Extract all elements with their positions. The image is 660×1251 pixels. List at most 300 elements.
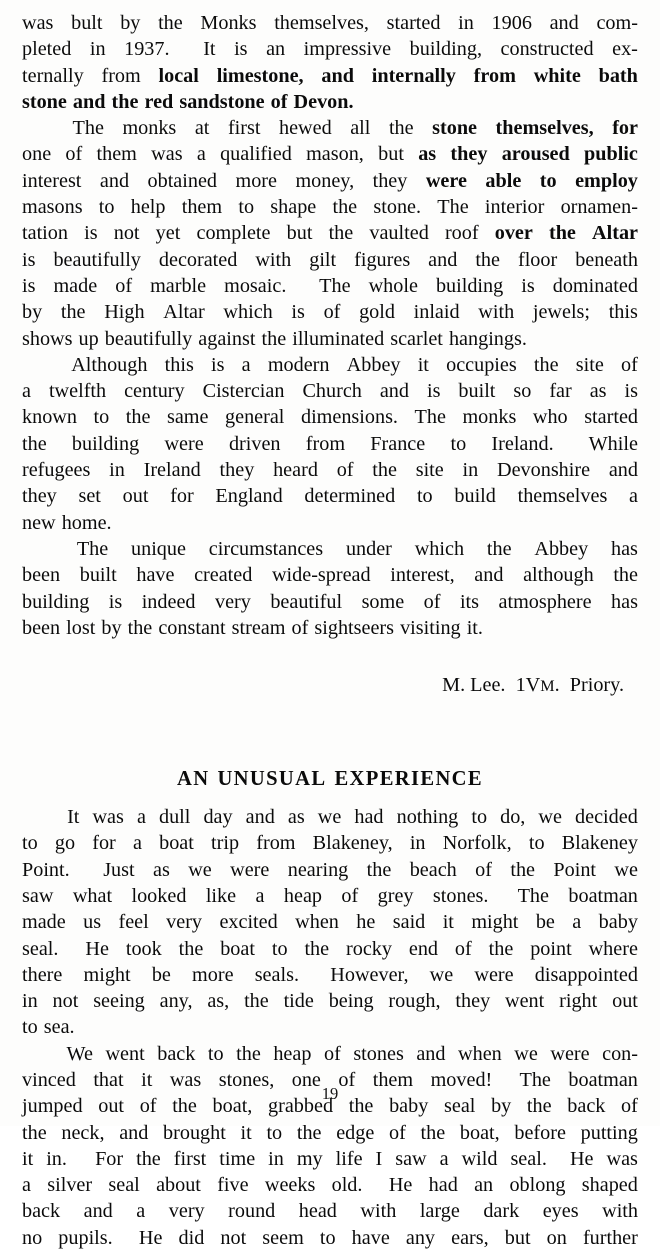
text-line [22, 247, 638, 273]
word: the [296, 1121, 322, 1144]
word: said [392, 911, 426, 934]
word: ears, [451, 1226, 489, 1249]
word: whole [368, 274, 418, 297]
word: determined [304, 485, 396, 508]
text-line [22, 615, 638, 641]
word: stones [353, 1042, 404, 1065]
word: dull [158, 806, 191, 829]
word: as [153, 858, 170, 881]
word: made [53, 274, 98, 297]
word: there [22, 963, 63, 986]
word: which [223, 301, 273, 324]
word: hewed [279, 117, 332, 140]
text-line [22, 1120, 638, 1146]
word: Altar [592, 222, 638, 245]
word: as [418, 143, 437, 166]
paragraph [22, 536, 638, 641]
word: saw [395, 1147, 427, 1170]
text-line [22, 352, 638, 378]
word: the [526, 1095, 552, 1118]
word: stones. [432, 884, 489, 907]
paragraph-indent [22, 536, 54, 562]
word: wild [461, 1147, 498, 1170]
word: life [335, 1147, 363, 1170]
word: help [130, 196, 166, 219]
word: and [72, 90, 106, 113]
word: head [298, 1200, 337, 1223]
word: impressive [303, 38, 392, 61]
word: the [261, 327, 287, 350]
word: on [546, 1226, 567, 1249]
word: He [75, 937, 109, 960]
word: boatman [568, 1068, 638, 1091]
word: public [584, 143, 638, 166]
word: seals. [254, 963, 299, 986]
word: out [612, 990, 638, 1013]
word: Although [71, 353, 148, 376]
title-word: UNUSUAL [217, 768, 327, 791]
word: site [575, 353, 604, 376]
word: oblong [509, 1174, 566, 1197]
word: do, [500, 806, 526, 829]
word: to [528, 832, 545, 855]
word: were [550, 1042, 590, 1065]
word: end [408, 937, 439, 960]
word: in [268, 1147, 284, 1170]
word: the [22, 432, 47, 455]
word: the [22, 1121, 47, 1144]
word: but [286, 222, 313, 245]
word: very [214, 590, 251, 613]
word: with [602, 1200, 638, 1223]
text-line [22, 457, 638, 483]
word: a [255, 884, 265, 907]
word: brought [163, 1121, 226, 1144]
text-line [22, 168, 638, 194]
word: 1937. [124, 38, 170, 61]
word: the [244, 990, 269, 1013]
word: was [92, 806, 124, 829]
word: which [414, 537, 465, 560]
word: interior [484, 196, 545, 219]
word: an [266, 38, 286, 61]
word: might [83, 963, 131, 986]
word: themselves, [274, 12, 369, 34]
title-word: EXPERIENCE [334, 768, 483, 791]
word: stream [231, 616, 286, 639]
word: a [241, 353, 251, 376]
byline-form: 1V [515, 674, 541, 697]
word: have [351, 1226, 390, 1249]
word: we [538, 806, 562, 829]
word: from [305, 432, 346, 455]
word: Blakeney, [312, 832, 393, 855]
word: made [22, 911, 66, 934]
word: boat, [212, 1095, 253, 1118]
word: ternally [22, 64, 84, 87]
word: to [207, 1042, 224, 1065]
word: by [491, 1095, 512, 1118]
word: seal. [22, 937, 59, 960]
word: back [157, 1042, 196, 1065]
word: as [287, 806, 305, 829]
word: atmosphere [498, 590, 592, 613]
word: seal [444, 1095, 476, 1118]
byline [22, 646, 638, 727]
word: beautiful [270, 590, 343, 613]
word: the [388, 117, 414, 140]
word: heard [273, 459, 318, 482]
text-line [22, 326, 638, 352]
word: were [425, 169, 467, 192]
word: excited [219, 911, 278, 934]
word: weeks [264, 1174, 316, 1197]
word: before [514, 1121, 566, 1144]
word: internally [371, 64, 456, 87]
word: monks [462, 406, 517, 429]
word: seeing [93, 990, 145, 1013]
word: floor [517, 248, 558, 271]
word: under [345, 537, 392, 560]
word: jewels; [532, 301, 591, 324]
word: to [238, 196, 255, 219]
word: refugees [22, 459, 91, 482]
word: building [22, 590, 90, 613]
word: modern [267, 353, 330, 376]
text-line [22, 510, 638, 536]
word: yet [155, 222, 181, 245]
word: white [533, 64, 581, 87]
word: sea. [43, 1016, 75, 1039]
word: the [486, 537, 512, 560]
word: like [205, 884, 237, 907]
word: by [120, 12, 141, 34]
word: of [115, 274, 133, 297]
word: of [621, 1095, 638, 1118]
word: and [119, 1121, 149, 1144]
word: they [450, 143, 488, 166]
word: and [416, 1042, 446, 1065]
word: of [65, 143, 83, 166]
text-line [22, 273, 638, 299]
word: to [22, 832, 38, 855]
word: not [52, 990, 79, 1013]
word: to [416, 485, 433, 508]
word: mason, [306, 143, 364, 166]
word: to [319, 1226, 336, 1249]
byline-form-suffix: . [554, 674, 560, 697]
word: in [458, 12, 474, 34]
text-line [22, 1225, 638, 1251]
text-line [22, 936, 638, 962]
word: point [530, 937, 572, 960]
word: where [588, 937, 638, 960]
word: were [474, 963, 514, 986]
word: the [613, 564, 638, 587]
word: stone. [373, 196, 422, 219]
word: back [567, 1095, 606, 1118]
word: qualified [220, 143, 292, 166]
word: large [419, 1200, 460, 1223]
word: nothing [396, 806, 459, 829]
paragraph [22, 352, 638, 536]
word: figures [354, 248, 411, 271]
word: to [450, 432, 467, 455]
word: beneath [575, 248, 638, 271]
word: shows [22, 327, 73, 350]
word: who [532, 406, 568, 429]
word: us [83, 911, 102, 934]
word: and [428, 248, 458, 271]
paragraph-indent [22, 115, 54, 141]
word: a [439, 1147, 449, 1170]
word: this [164, 353, 194, 376]
word: hangings. [448, 327, 527, 350]
word: we [317, 806, 342, 829]
word: they [219, 459, 255, 482]
word: site [415, 459, 444, 482]
word: moved! [430, 1068, 493, 1091]
word: Monks [200, 12, 257, 34]
word: Point. [22, 858, 70, 881]
word: of [323, 1042, 341, 1065]
word: Abbey [534, 537, 589, 560]
text-line [22, 36, 638, 62]
word: the [328, 222, 354, 245]
word: building, [409, 38, 482, 61]
word: High [104, 301, 145, 324]
word: has [611, 537, 638, 560]
word: visiting [400, 616, 461, 639]
word: complete [196, 222, 271, 245]
word: was [169, 1068, 202, 1091]
word: of [423, 590, 441, 613]
text-column [22, 0, 638, 1251]
text-line [22, 483, 638, 509]
word: pupils. [58, 1226, 113, 1249]
word: of [454, 937, 472, 960]
word: Abbey [346, 353, 401, 376]
word: this [608, 301, 638, 324]
word: over [494, 222, 533, 245]
word: for [92, 832, 116, 855]
word: some [361, 590, 405, 613]
text-line [22, 589, 638, 615]
word: indeed [141, 590, 196, 613]
word: but [504, 1226, 531, 1249]
text-line [22, 857, 638, 883]
word: when [458, 1042, 502, 1065]
word: is [291, 301, 305, 324]
word: The [414, 406, 446, 429]
word: to [539, 169, 557, 192]
word: in [22, 990, 38, 1013]
word: However, [320, 963, 409, 986]
word: general [225, 406, 285, 429]
text-line [22, 10, 638, 36]
word: constructed [500, 38, 594, 61]
word: no [22, 1226, 43, 1249]
word: local [158, 64, 199, 87]
word: been [22, 616, 61, 639]
word: were [230, 858, 270, 881]
word: boat [220, 937, 255, 960]
word: silver [47, 1174, 93, 1197]
word: the [60, 301, 86, 324]
word: tation [22, 222, 68, 245]
word: shaped [581, 1174, 638, 1197]
word: for [612, 117, 638, 140]
word: the [127, 616, 153, 639]
word: stones, [218, 1068, 275, 1091]
word: lost [66, 616, 96, 639]
paragraph-indent [22, 1041, 54, 1067]
text-line [22, 830, 638, 856]
word: seem [262, 1226, 304, 1249]
word: them [181, 196, 223, 219]
word: is [22, 248, 36, 271]
word: ornamen- [560, 196, 638, 219]
word: decorated [158, 248, 238, 271]
text-line [22, 1198, 638, 1224]
word: by [101, 616, 122, 639]
word: is [22, 274, 36, 297]
word: very [166, 911, 203, 934]
word: a [196, 143, 206, 166]
word: neck, [61, 1121, 105, 1144]
word: of [336, 459, 354, 482]
word: rough, [388, 990, 441, 1013]
word: red [144, 90, 174, 113]
word: the [304, 937, 330, 960]
word: built [458, 380, 496, 403]
word: money, [295, 169, 355, 192]
word: sandstone [179, 90, 265, 113]
word: more [235, 169, 277, 192]
word: of [139, 1095, 157, 1118]
word: eyes [542, 1200, 579, 1223]
text-line [22, 962, 638, 988]
word: France [370, 432, 426, 455]
word: far [549, 380, 572, 403]
word: tide [283, 990, 314, 1013]
word: its [459, 590, 480, 613]
word: the [172, 1095, 197, 1118]
word: might [471, 911, 519, 934]
word: the [420, 1121, 446, 1144]
word: very [168, 1200, 205, 1223]
word: heap [283, 884, 322, 907]
word: mosaic. [224, 274, 287, 297]
word: went [505, 990, 545, 1013]
word: feel [118, 911, 149, 934]
word: the [348, 1095, 374, 1118]
word: day [203, 806, 233, 829]
word: Ireland [143, 459, 201, 482]
word: bath [598, 64, 638, 87]
word: disappointed [534, 963, 638, 986]
text-line [22, 804, 638, 830]
word: at [194, 117, 210, 140]
word: of [389, 1121, 406, 1144]
word: a [136, 1200, 146, 1223]
word: of [338, 1068, 356, 1091]
word: Devonshire [497, 459, 591, 482]
article-new-body [22, 804, 638, 1251]
word: bult [71, 12, 103, 34]
paragraph [22, 115, 638, 352]
word: pleted [22, 38, 72, 61]
word: employ [575, 169, 638, 192]
word: any [405, 1226, 436, 1249]
word: time [219, 1147, 256, 1170]
word: it [22, 1147, 34, 1170]
word: Blakeney [561, 832, 638, 855]
word: monks [122, 117, 177, 140]
word: The [437, 196, 469, 219]
word: and [608, 459, 638, 482]
word: they [372, 169, 408, 192]
word: new [22, 511, 56, 534]
word: beautifully [104, 327, 193, 350]
word: my [296, 1147, 323, 1170]
word: limestone, [216, 64, 304, 87]
article-title [22, 768, 638, 791]
word: had [428, 1174, 458, 1197]
word: the [158, 12, 183, 34]
top-margin-spacer [22, 0, 638, 10]
word: a [132, 832, 142, 855]
word: five [217, 1174, 249, 1197]
word: took [125, 937, 162, 960]
word: He [559, 1147, 594, 1170]
paragraph-indent [22, 804, 54, 830]
word: illuminated [292, 327, 385, 350]
word: one [291, 1068, 321, 1091]
word: of [323, 301, 341, 324]
word: the [533, 353, 559, 376]
text-line [22, 63, 638, 89]
word: to [93, 406, 110, 429]
word: in [409, 832, 426, 855]
word: beautifully [53, 248, 141, 271]
word: gilt [309, 248, 337, 271]
word: seal. [510, 1147, 547, 1170]
word: boat, [459, 1121, 500, 1144]
word: com- [596, 12, 638, 34]
word: occupies [446, 353, 517, 376]
word: against [198, 327, 256, 350]
word: were [164, 432, 204, 455]
word: and [379, 380, 409, 403]
word: sightseers [314, 616, 395, 639]
word: with [255, 248, 292, 271]
word: in. [46, 1147, 67, 1170]
word: The [509, 1068, 551, 1091]
word: interest [22, 169, 82, 192]
word: the [548, 222, 576, 245]
word: been [22, 564, 61, 587]
word: is [521, 274, 535, 297]
word: all [350, 117, 371, 140]
word: the [475, 248, 500, 271]
word: The [76, 537, 109, 560]
word: about [156, 1174, 201, 1197]
word: baby [598, 911, 638, 934]
word: the [236, 1042, 261, 1065]
page-number: 19 [321, 1084, 339, 1103]
word: ex- [612, 38, 638, 61]
